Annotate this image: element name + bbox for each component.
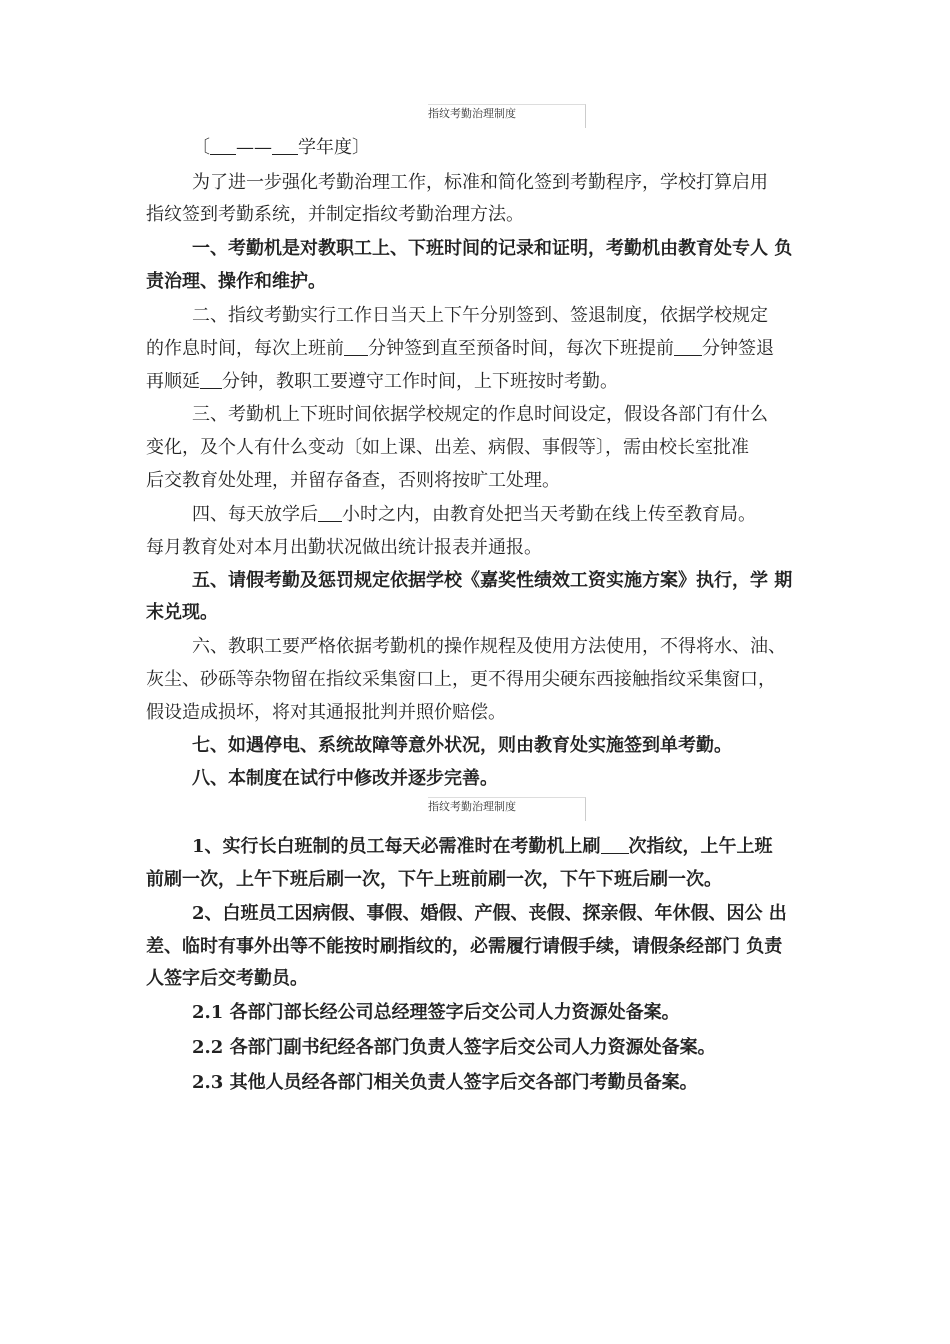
year-suffix: 学年度〕: [298, 137, 370, 158]
article-2-text: 分钟签到直至预备时间，每次下班提前: [368, 338, 674, 359]
article-2-line: [146, 370, 810, 394]
minutes-blank: [200, 372, 222, 389]
rule-2-1-line: 2.1 各部门部长经公司总经理签字后交公司人力资源处备案。: [192, 1002, 680, 1023]
rule-2-2-line: 2.2 各部门副书纪经各部门负责人签字后交公司人力资源处备案。: [192, 1037, 716, 1058]
article-4-text: 四、每天放学后: [192, 504, 318, 525]
year-blank: [210, 138, 236, 155]
minutes-blank: [344, 339, 368, 356]
article-7-line: 七、如遇停电、系统故障等意外状况，则由教育处实施签到单考勤。: [192, 735, 732, 756]
rule-2-line: 人签字后交考勤员。: [146, 968, 308, 989]
rule-1-text: 1、实行长白班制的员工每天必需准时在考勤机上刷: [192, 836, 601, 857]
article-2-text: 分钟，教职工要遵守工作时间，上下班按时考勤。: [222, 371, 618, 392]
article-6-line: 灰尘、砂砾等杂物留在指纹采集窗口上，更不得用尖硬东西接触指纹采集窗口，: [146, 669, 776, 690]
page-header: 指纹考勤治理制度: [428, 104, 586, 128]
article-2-line: 二、指纹考勤实行工作日当天上下午分别签到、签退制度，依据学校规定: [192, 305, 768, 326]
rule-1-line: [146, 835, 810, 859]
times-blank: [601, 837, 629, 854]
minutes-blank: [674, 339, 702, 356]
hours-blank: [318, 505, 342, 522]
rule-2-line: 2、白班员工因病假、事假、婚假、产假、丧假、探亲假、年休假、因公 出: [192, 903, 787, 924]
year-blank: [272, 138, 298, 155]
article-2-text: 再顺延: [146, 371, 200, 392]
year-open-bracket: 〔: [192, 137, 210, 158]
article-3-line: 后交教育处处理，并留存备查，否则将按旷工处理。: [146, 470, 560, 491]
article-1-line: 一、考勤机是对教职工上、下班时间的记录和证明，考勤机由教育处专人 负: [192, 238, 793, 259]
page-header: 指纹考勤治理制度: [428, 797, 586, 821]
article-6-line: 假设造成损坏，将对其通报批判并照价赔偿。: [146, 702, 506, 723]
year-separator: ——: [236, 137, 272, 158]
academic-year-line: [146, 136, 810, 160]
article-4-text: 小时之内，由教育处把当天考勤在线上传至教育局。: [342, 504, 756, 525]
rule-2-line: 差、临时有事外出等不能按时刷指纹的，必需履行请假手续，请假条经部门 负责: [146, 936, 783, 957]
rule-1-line: 前刷一次，上午下班后刷一次，下午上班前刷一次，下午下班后刷一次。: [146, 869, 722, 890]
article-3-line: 三、考勤机上下班时间依据学校规定的作息时间设定，假设各部门有什么: [192, 404, 768, 425]
article-2-text: 分钟签退: [702, 338, 774, 359]
article-6-line: 六、教职工要严格依据考勤机的操作规程及使用方法使用，不得将水、油、: [192, 636, 786, 657]
article-8-line: 八、本制度在试行中修改并逐步完善。: [192, 768, 498, 789]
rule-1-text: 次指纹，上午上班: [628, 836, 773, 857]
article-5-line: 五、请假考勤及惩罚规定依据学校《嘉奖性绩效工资实施方案》执行，学 期: [192, 570, 793, 591]
intro-line: 指纹签到考勤系统，并制定指纹考勤治理方法。: [146, 204, 524, 225]
article-1-line: 责治理、操作和维护。: [146, 271, 326, 292]
article-2-text: 的作息时间，每次上班前: [146, 338, 344, 359]
intro-line: 为了进一步强化考勤治理工作，标准和简化签到考勤程序，学校打算启用: [192, 172, 768, 193]
article-4-line: 每月教育处对本月出勤状况做出统计报表并通报。: [146, 537, 542, 558]
rule-2-3-line: 2.3 其他人员经各部门相关负责人签字后交各部门考勤员备案。: [192, 1072, 698, 1093]
article-4-line: [146, 503, 810, 527]
article-2-line: [146, 337, 810, 361]
article-3-line: 变化，及个人有什么变动〔如上课、出差、病假、事假等〕，需由校长室批准: [146, 437, 749, 458]
article-5-line: 末兑现。: [146, 602, 218, 623]
